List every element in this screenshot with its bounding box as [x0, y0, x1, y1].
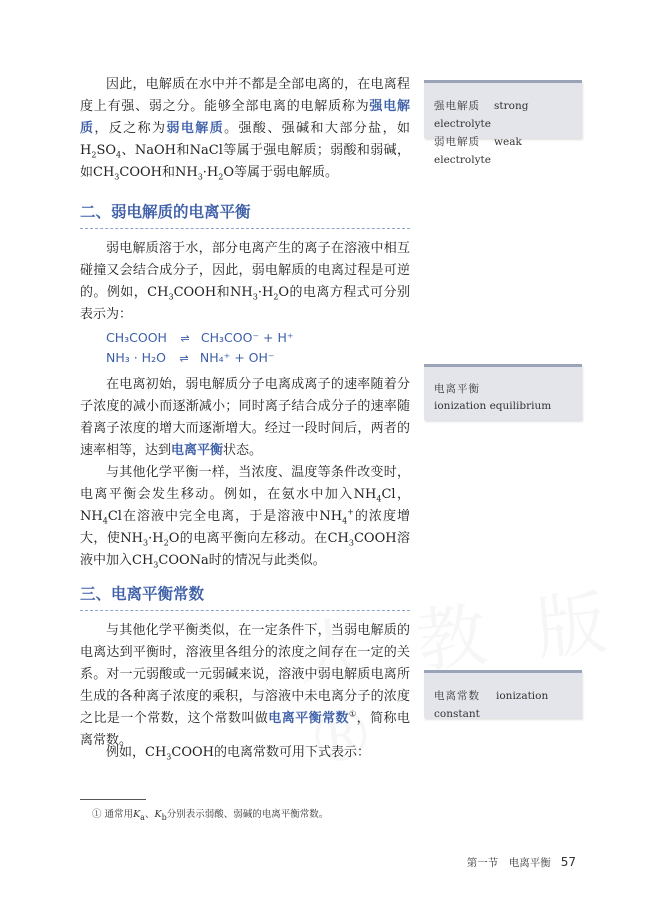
footnote-mark: ① — [92, 809, 102, 820]
subscript: 3 — [143, 538, 149, 548]
term-strong-electrolyte: 强电解质 — [80, 99, 410, 136]
paragraph-ionization-constant — [80, 620, 410, 752]
text: SO — [96, 143, 117, 158]
section-heading-2: 二、弱电解质的电离平衡 — [80, 203, 251, 221]
subscript: 2 — [91, 150, 97, 160]
equation-right: NH₄⁺ + OH⁻ — [199, 350, 275, 365]
text: 因此，电解质在水中并不都是全部电离的，在电离程度上有强、弱之分。能够全部电离的电解质称为 — [80, 77, 410, 114]
page-number: 57 — [560, 855, 576, 869]
text: Cl在溶液中完全电离，于是溶液中NH — [107, 509, 343, 524]
equation-left: NH₃ · H₂O — [106, 350, 166, 365]
text: ·H — [148, 531, 164, 546]
subscript: 4 — [116, 150, 122, 160]
text: 的浓度增大，使NH — [80, 509, 410, 546]
text: 通常用 — [104, 809, 134, 820]
text: 。强酸、强碱和大部分盐，如H — [80, 121, 410, 158]
ionization-equation-ammonia — [106, 348, 275, 369]
symbol-ka: K — [133, 809, 141, 820]
glossary-term-en: ionization constant — [434, 690, 549, 720]
glossary-term-zh: 弱电解质 — [434, 136, 480, 148]
paragraph-equilibrium-shift — [80, 462, 410, 572]
text: 、 — [144, 809, 155, 820]
paragraph-equilibrium-state — [80, 374, 410, 462]
subscript: 4 — [342, 516, 348, 526]
subscript: 3 — [197, 172, 203, 182]
text: COOH溶液中加入CH — [80, 531, 411, 568]
term-ionization-equilibrium: 电离平衡 — [171, 443, 224, 458]
subscript: 3 — [114, 172, 120, 182]
heading-divider — [80, 228, 410, 229]
term-weak-electrolyte: 弱电解质 — [166, 121, 225, 136]
text: O的电离平衡向左移动。在CH — [168, 531, 349, 546]
text: COOH的电离常数可用下式表示： — [171, 745, 370, 760]
glossary-term-en: strong electrolyte — [434, 100, 529, 130]
text: COOH和NH — [173, 285, 253, 300]
text: O等属于弱电解质。 — [223, 165, 339, 180]
subscript: 2 — [218, 172, 224, 182]
equilibrium-arrow-icon: ⇌ — [179, 352, 187, 365]
footnote — [92, 806, 328, 820]
equilibrium-arrow-icon: ⇌ — [180, 332, 188, 345]
subscript: 3 — [168, 292, 174, 302]
glossary-term-en: ionization equilibrium — [434, 400, 552, 412]
text: ·H — [257, 285, 274, 300]
text: 分别表示弱酸、弱碱的电离平衡常数。 — [166, 809, 329, 820]
glossary-term-en: weak electrolyte — [434, 136, 522, 166]
subscript: 4 — [102, 516, 108, 526]
paragraph-example-constant — [80, 742, 410, 764]
text: Cl，NH — [80, 487, 410, 524]
subscript: 3 — [166, 752, 172, 762]
ionization-equation-acetic — [106, 328, 293, 349]
superscript: + — [347, 507, 354, 517]
subscript: 3 — [252, 292, 258, 302]
footnote-marker[interactable]: ① — [349, 709, 357, 719]
footnote-divider — [80, 799, 146, 800]
glossary-box-electrolytes — [424, 80, 582, 166]
glossary-box-constant — [424, 670, 582, 718]
subscript: 3 — [153, 560, 159, 570]
text: 在电离初始，弱电解质分子电离成离子的速率随着分子浓度的减小而逐渐减小；同时离子结合成分子的速率随着离子浓度的增大而逐渐增大。经过一段时间后，两者的速率相等，达到 — [80, 377, 410, 458]
glossary-box-equilibrium — [424, 364, 582, 420]
term-ionization-constant: 电离平衡常数 — [268, 711, 349, 726]
paragraph-strong-weak — [80, 74, 410, 184]
text: O的电离方程式可分别表示为： — [80, 285, 410, 322]
glossary-entry — [434, 133, 572, 169]
glossary-term-zh: 电离常数 — [434, 690, 480, 702]
text: ·H — [202, 165, 219, 180]
page-footer — [467, 855, 576, 870]
heading-divider — [80, 610, 410, 611]
text: ，反之称为 — [94, 121, 167, 136]
text: 与其他化学平衡类似，在一定条件下，当弱电解质的电离达到平衡时，溶液里各组分的浓度之间存在一定的关系。对一元弱酸或一元弱碱来说，溶液中弱电解质电离所生成的各种离子浓度的乘积，与溶液中未电离分子的浓度之比是一个常数，这个常数叫做 — [80, 623, 410, 726]
subscript: 3 — [348, 538, 354, 548]
text: 例如，CH — [106, 745, 167, 760]
subscript: 4 — [376, 494, 382, 504]
subscript: b — [161, 812, 167, 822]
glossary-entry — [434, 97, 572, 133]
text: COOH和NH — [119, 165, 198, 180]
text: COONa时的情况与此类似。 — [158, 553, 326, 568]
equation-right: CH₃COO⁻ + H⁺ — [200, 330, 294, 345]
subscript: 2 — [163, 538, 169, 548]
text: 弱电解质溶于水，部分电离产生的离子在溶液中相互碰撞又会结合成分子，因此，弱电解质的电离过程是可逆的。例如，CH — [80, 241, 410, 300]
text: 与其他化学平衡一样，当浓度、温度等条件改变时，电离平衡会发生移动。例如，在氨水中加入NH — [80, 465, 410, 502]
paragraph-weak-ionization — [80, 238, 410, 326]
glossary-term-zh: 电离平衡 — [434, 383, 480, 395]
text: 、NaOH和NaCl等属于强电解质；弱酸和弱碱，如CH — [80, 143, 410, 180]
footer-section-title: 第一节 电离平衡 — [466, 857, 551, 869]
symbol-kb: K — [154, 809, 162, 820]
subscript: a — [140, 812, 145, 822]
text: ，简称电离常数。 — [80, 711, 410, 748]
equation-left: CH₃COOH — [106, 330, 167, 345]
text: 状态。 — [223, 443, 263, 458]
subscript: 2 — [273, 292, 279, 302]
glossary-term-zh: 强电解质 — [434, 100, 480, 112]
section-heading-3: 三、电离平衡常数 — [80, 585, 205, 603]
